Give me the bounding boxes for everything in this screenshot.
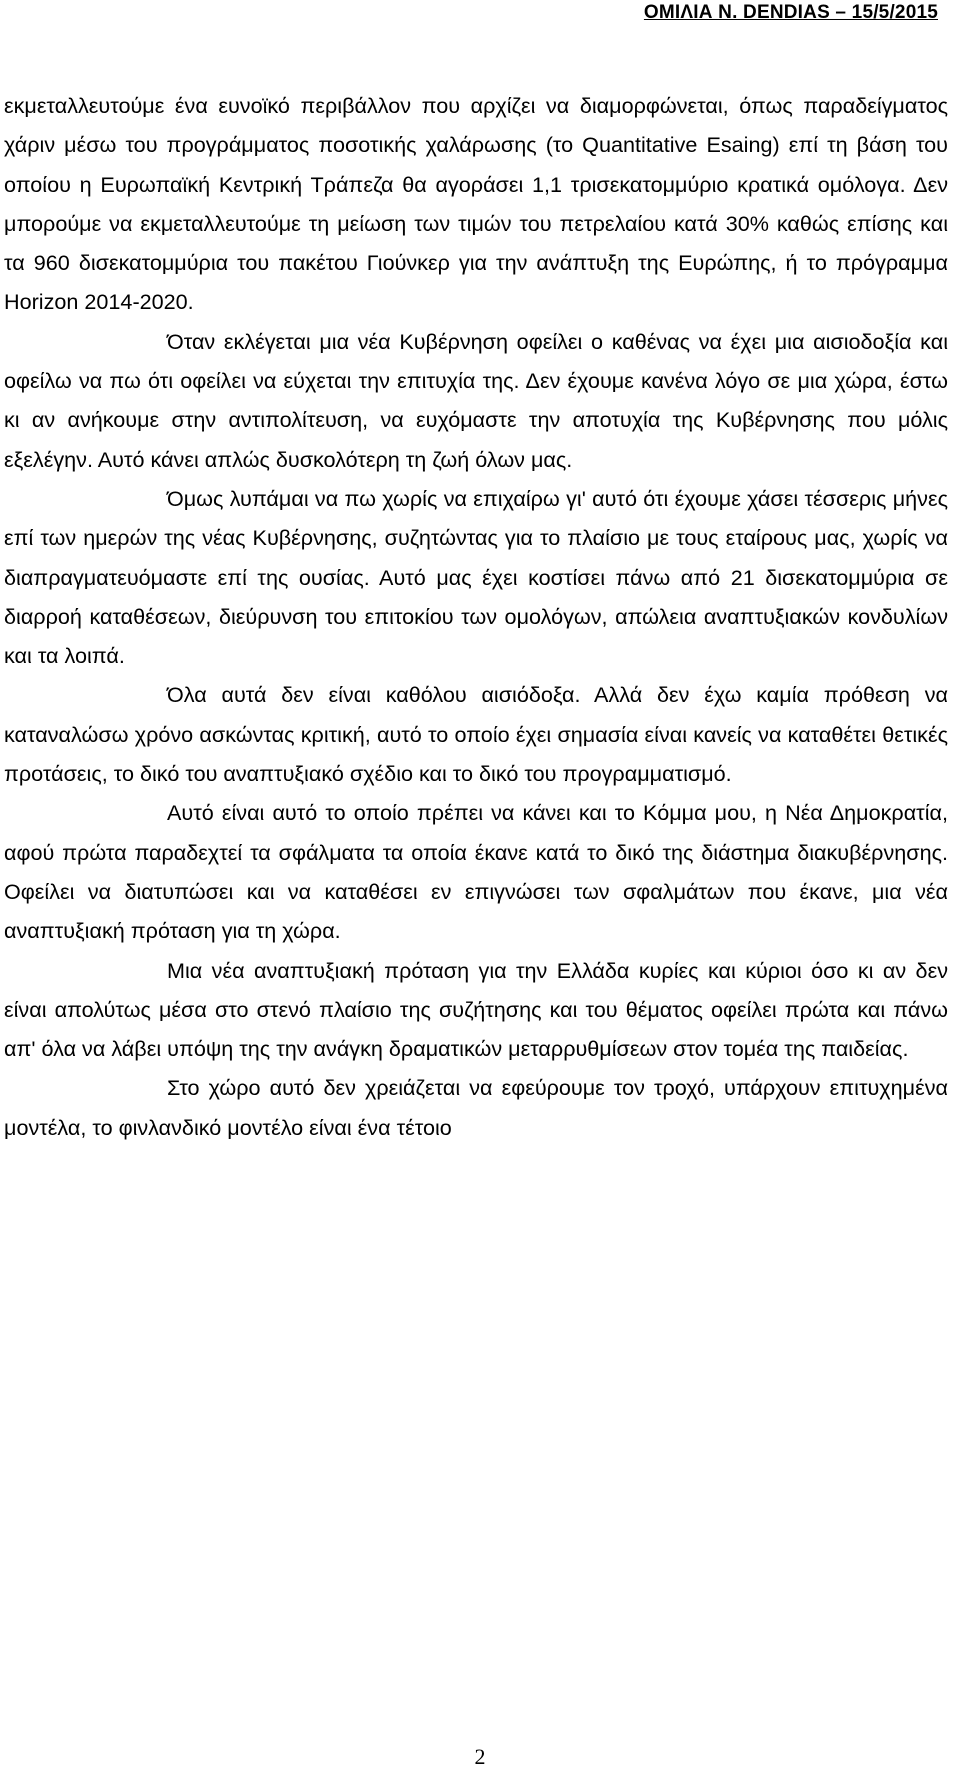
paragraph-5: Αυτό είναι αυτό το οποίο πρέπει να κάνει και το Κόμμα μου, η Νέα Δημοκρατία, αφού πρώτα παραδεχτεί τα σφάλματα τα οποία έκανε κατά το δικό της διάστημα διακυβέρνησης. Οφείλει να διατυπώσει και να καταθέσει εν επιγνώσει των σφαλμάτων που έκανε, μια νέα αναπτυξιακή πρόταση για τη χώρα. xyxy=(4,800,948,944)
document-header: ΟΜΙΛΙΑ Ν. DENDIAS – 15/5/2015 xyxy=(643,2,938,23)
paragraph-3: Όμως λυπάμαι να πω χωρίς να επιχαίρω γι' αυτό ότι έχουμε χάσει τέσσερις μήνες επί των ημερών της νέας Κυβέρνησης, συζητώντας για το πλαίσιο με τους εταίρους μας, χωρίς να διαπραγματευόμαστε επί της ουσίας. Αυτό μας έχει κοστίσει πάνω από 21 δισεκατομμύρια σε διαρροή καταθέσεων, διεύρυνση του επιτοκίου των ομολόγων, απώλεια αναπτυξιακών κονδυλίων και τα λοιπά. xyxy=(4,485,948,669)
page-number: 2 xyxy=(474,1744,486,1769)
paragraph-6: Μια νέα αναπτυξιακή πρόταση για την Ελλάδα κυρίες και κύριοι όσο κι αν δεν είναι απολύτως μέσα στο στενό πλαίσιο της συζήτησης και του θέματος οφείλει πρώτα και πάνω απ' όλα να λάβει υπόψη της την ανάγκη δραματικών μεταρρυθμίσεων στον τομέα της παιδείας. xyxy=(4,957,948,1062)
paragraph-1: εκμεταλλευτούμε ένα ευνοϊκό περιβάλλον που αρχίζει να διαμορφώνεται, όπως παραδείγματος χάριν μέσω του προγράμματος ποσοτικής χαλάρωσης (το Quantitative Esaing) επί τη βάση του οποίου η Ευρωπαϊκή Κεντρική Τράπεζα θα αγοράσει 1,1 τρισεκατομμύριο κρατικά ομόλογα. Δεν μπορούμε να εκμεταλλευτούμε τη μείωση των τιμών του πετρελαίου κατά 30% καθώς επίσης και τα 960 δισεκατομμύρια του πακέτου Γιούνκερ για την ανάπτυξη της Ευρώπης, ή το πρόγραμμα Horizon 2014-2020. xyxy=(4,93,948,315)
paragraph-4: Όλα αυτά δεν είναι καθόλου αισιόδοξα. Αλλά δεν έχω καμία πρόθεση να καταναλώσω χρόνο ασκώντας κριτική, αυτό το οποίο έχει σημασία είναι κανείς να καταθέτει θετικές προτάσεις, το δικό του αναπτυξιακό σχέδιο και το δικό του προγραμματισμό. xyxy=(4,682,948,787)
paragraph-7: Στο χώρο αυτό δεν χρειάζεται να εφεύρουμε τον τροχό, υπάρχουν επιτυχημένα μοντέλα, το φινλανδικό μοντέλο είναι ένα τέτοιο xyxy=(4,1075,948,1140)
document-body xyxy=(4,86,948,1147)
paragraph-2: Όταν εκλέγεται μια νέα Κυβέρνηση οφείλει ο καθένας να έχει μια αισιοδοξία και οφείλω να πω ότι οφείλει να εύχεται την επιτυχία της. Δεν έχουμε κανένα λόγο σε μια χώρα, έστω κι αν ανήκουμε στην αντιπολίτευση, να ευχόμαστε την αποτυχία της Κυβέρνησης που μόλις εξελέγην. Αυτό κάνει απλώς δυσκολότερη τη ζωή όλων μας. xyxy=(4,328,948,472)
